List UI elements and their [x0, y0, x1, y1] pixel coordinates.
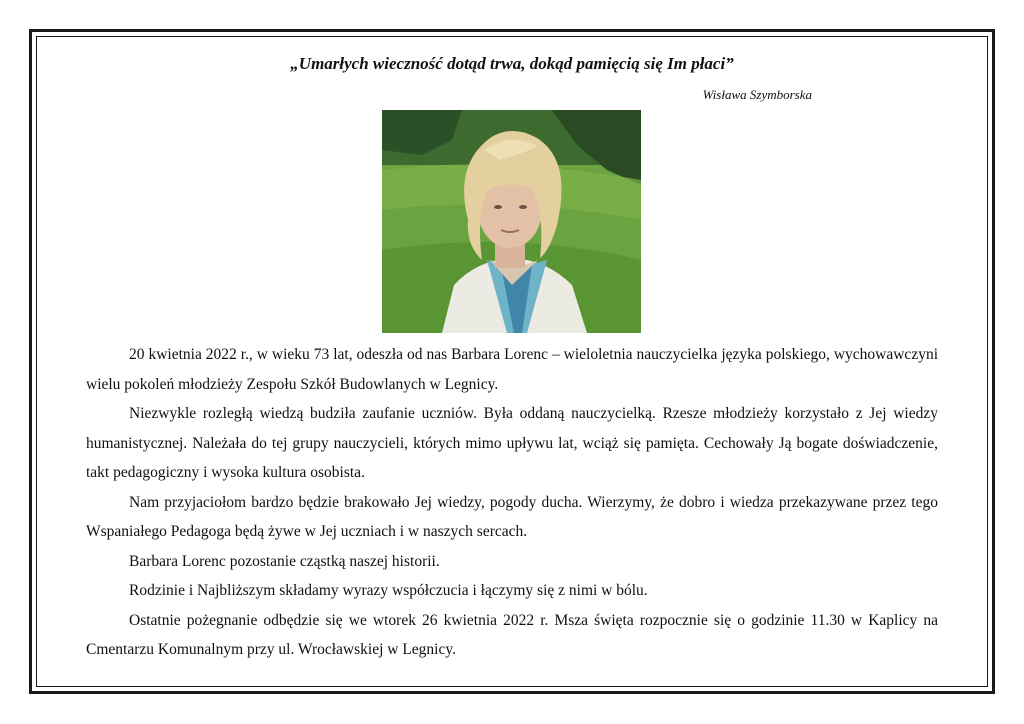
paragraph-friends: Nam przyjaciołom bardzo będzie brakowało Jej wiedzy, pogody ducha. Wierzymy, że dobro i wiedza przekazywane przez tego Wspaniałego Pedagoga będą żywe w Jej uczniach i w naszych sercach. — [86, 493, 938, 540]
paragraph-history: Barbara Lorenc pozostanie cząstką naszej historii. — [129, 552, 440, 570]
epigraph-author: Wisława Szymborska — [702, 87, 812, 102]
paragraph-knowledge: Niezwykle rozległą wiedzą budziła zaufanie uczniów. Była oddaną nauczycielką. Rzesze młodzieży korzystało z Jej wiedzy humanistycznej. Należała do tej grupy nauczycieli, których mimo upływu lat, wciąż się pamięta. Cechowały Ją bogate doświadczenie, takt pedagogiczny i wysoka kultura osobista. — [86, 405, 938, 481]
portrait-photo — [382, 110, 641, 333]
paragraph-announcement: 20 kwietnia 2022 r., w wieku 73 lat, odeszła od nas Barbara Lorenc – wieloletnia nauczycielka języka polskiego, wychowawczyni wielu pokoleń młodzieży Zespołu Szkół Budowlanych w Legnicy. — [86, 346, 938, 393]
obituary-text — [86, 340, 938, 665]
epigraph-quote: „Umarłych wieczność dotąd trwa, dokąd pamięcią się Im płaci” — [290, 54, 734, 73]
paragraph-funeral: Ostatnie pożegnanie odbędzie się we wtorek 26 kwietnia 2022 r. Msza święta rozpocznie się o godzinie 11.30 w Kaplicy na Cmentarzu Komunalnym przy ul. Wrocławskiej w Legnicy. — [86, 611, 938, 658]
paragraph-condolences: Rodzinie i Najbliższym składamy wyrazy współczucia i łączymy się z nimi w bólu. — [129, 582, 648, 599]
